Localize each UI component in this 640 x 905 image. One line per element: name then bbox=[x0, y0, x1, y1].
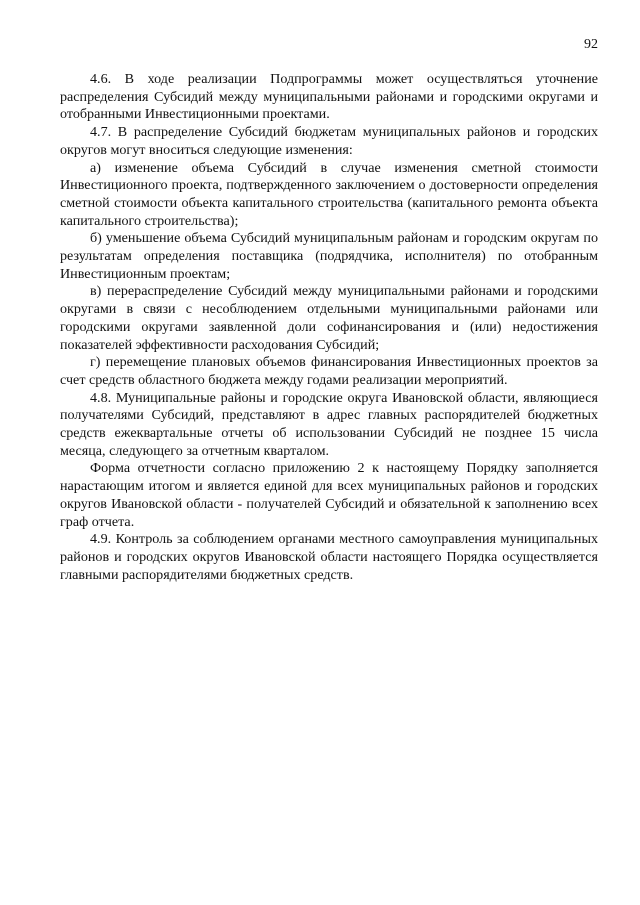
paragraph-4-7-b: б) уменьшение объема Субсидий муниципальным районам и городским округам по результатам определения поставщика (подрядчика, исполнителя) по отобранным Инвестиционным проектам; bbox=[60, 230, 598, 282]
paragraph-4-7: 4.7. В распределение Субсидий бюджетам муниципальных районов и городских округов могут вноситься следующие изменения: bbox=[60, 124, 598, 158]
paragraph-4-8: 4.8. Муниципальные районы и городские округа Ивановской области, являющиеся получателями Субсидий, представляют в адрес главных распорядителей бюджетных средств ежеквартальные отчеты об использовании Субсидий не позднее 15 числа месяца, следующего за отчетным кварталом. bbox=[60, 389, 598, 459]
paragraph-report-form: Форма отчетности согласно приложению 2 к настоящему Порядку заполняется нарастающим итогом и является единой для всех муниципальных районов и городских округов Ивановской области - получателей Субсидий и обязательной к заполнению всех граф отчета. bbox=[60, 460, 598, 530]
paragraph-4-7-g: г) перемещение плановых объемов финансирования Инвестиционных проектов за счет средств областного бюджета между годами реализации мероприятий. bbox=[60, 354, 598, 388]
paragraph-4-7-v: в) перераспределение Субсидий между муниципальными районами и городскими округами в связи с несоблюдением отдельными муниципальными районами или городскими округами заявленной доли софинансирования и (или) недостижения показателей эффективности расходования Субсидий; bbox=[60, 283, 598, 353]
paragraph-4-9: 4.9. Контроль за соблюдением органами местного самоуправления муниципальных районов и городских округов Ивановской области настоящего Порядка осуществляется главными распорядителями бюджетных средств. bbox=[60, 531, 598, 583]
page-number: 92 bbox=[584, 37, 598, 52]
paragraph-4-6: 4.6. В ходе реализации Подпрограммы может осуществляться уточнение распределения Субсидий между муниципальными районами и городскими округами и отобранными Инвестиционными проектами. bbox=[60, 71, 598, 123]
document-body bbox=[60, 71, 598, 584]
paragraph-4-7-a: а) изменение объема Субсидий в случае изменения сметной стоимости Инвестиционного проекта, подтвержденного заключением о достоверности определения сметной стоимости объекта капитального строительства (капитального ремонта объекта капитального строительства); bbox=[60, 159, 598, 229]
